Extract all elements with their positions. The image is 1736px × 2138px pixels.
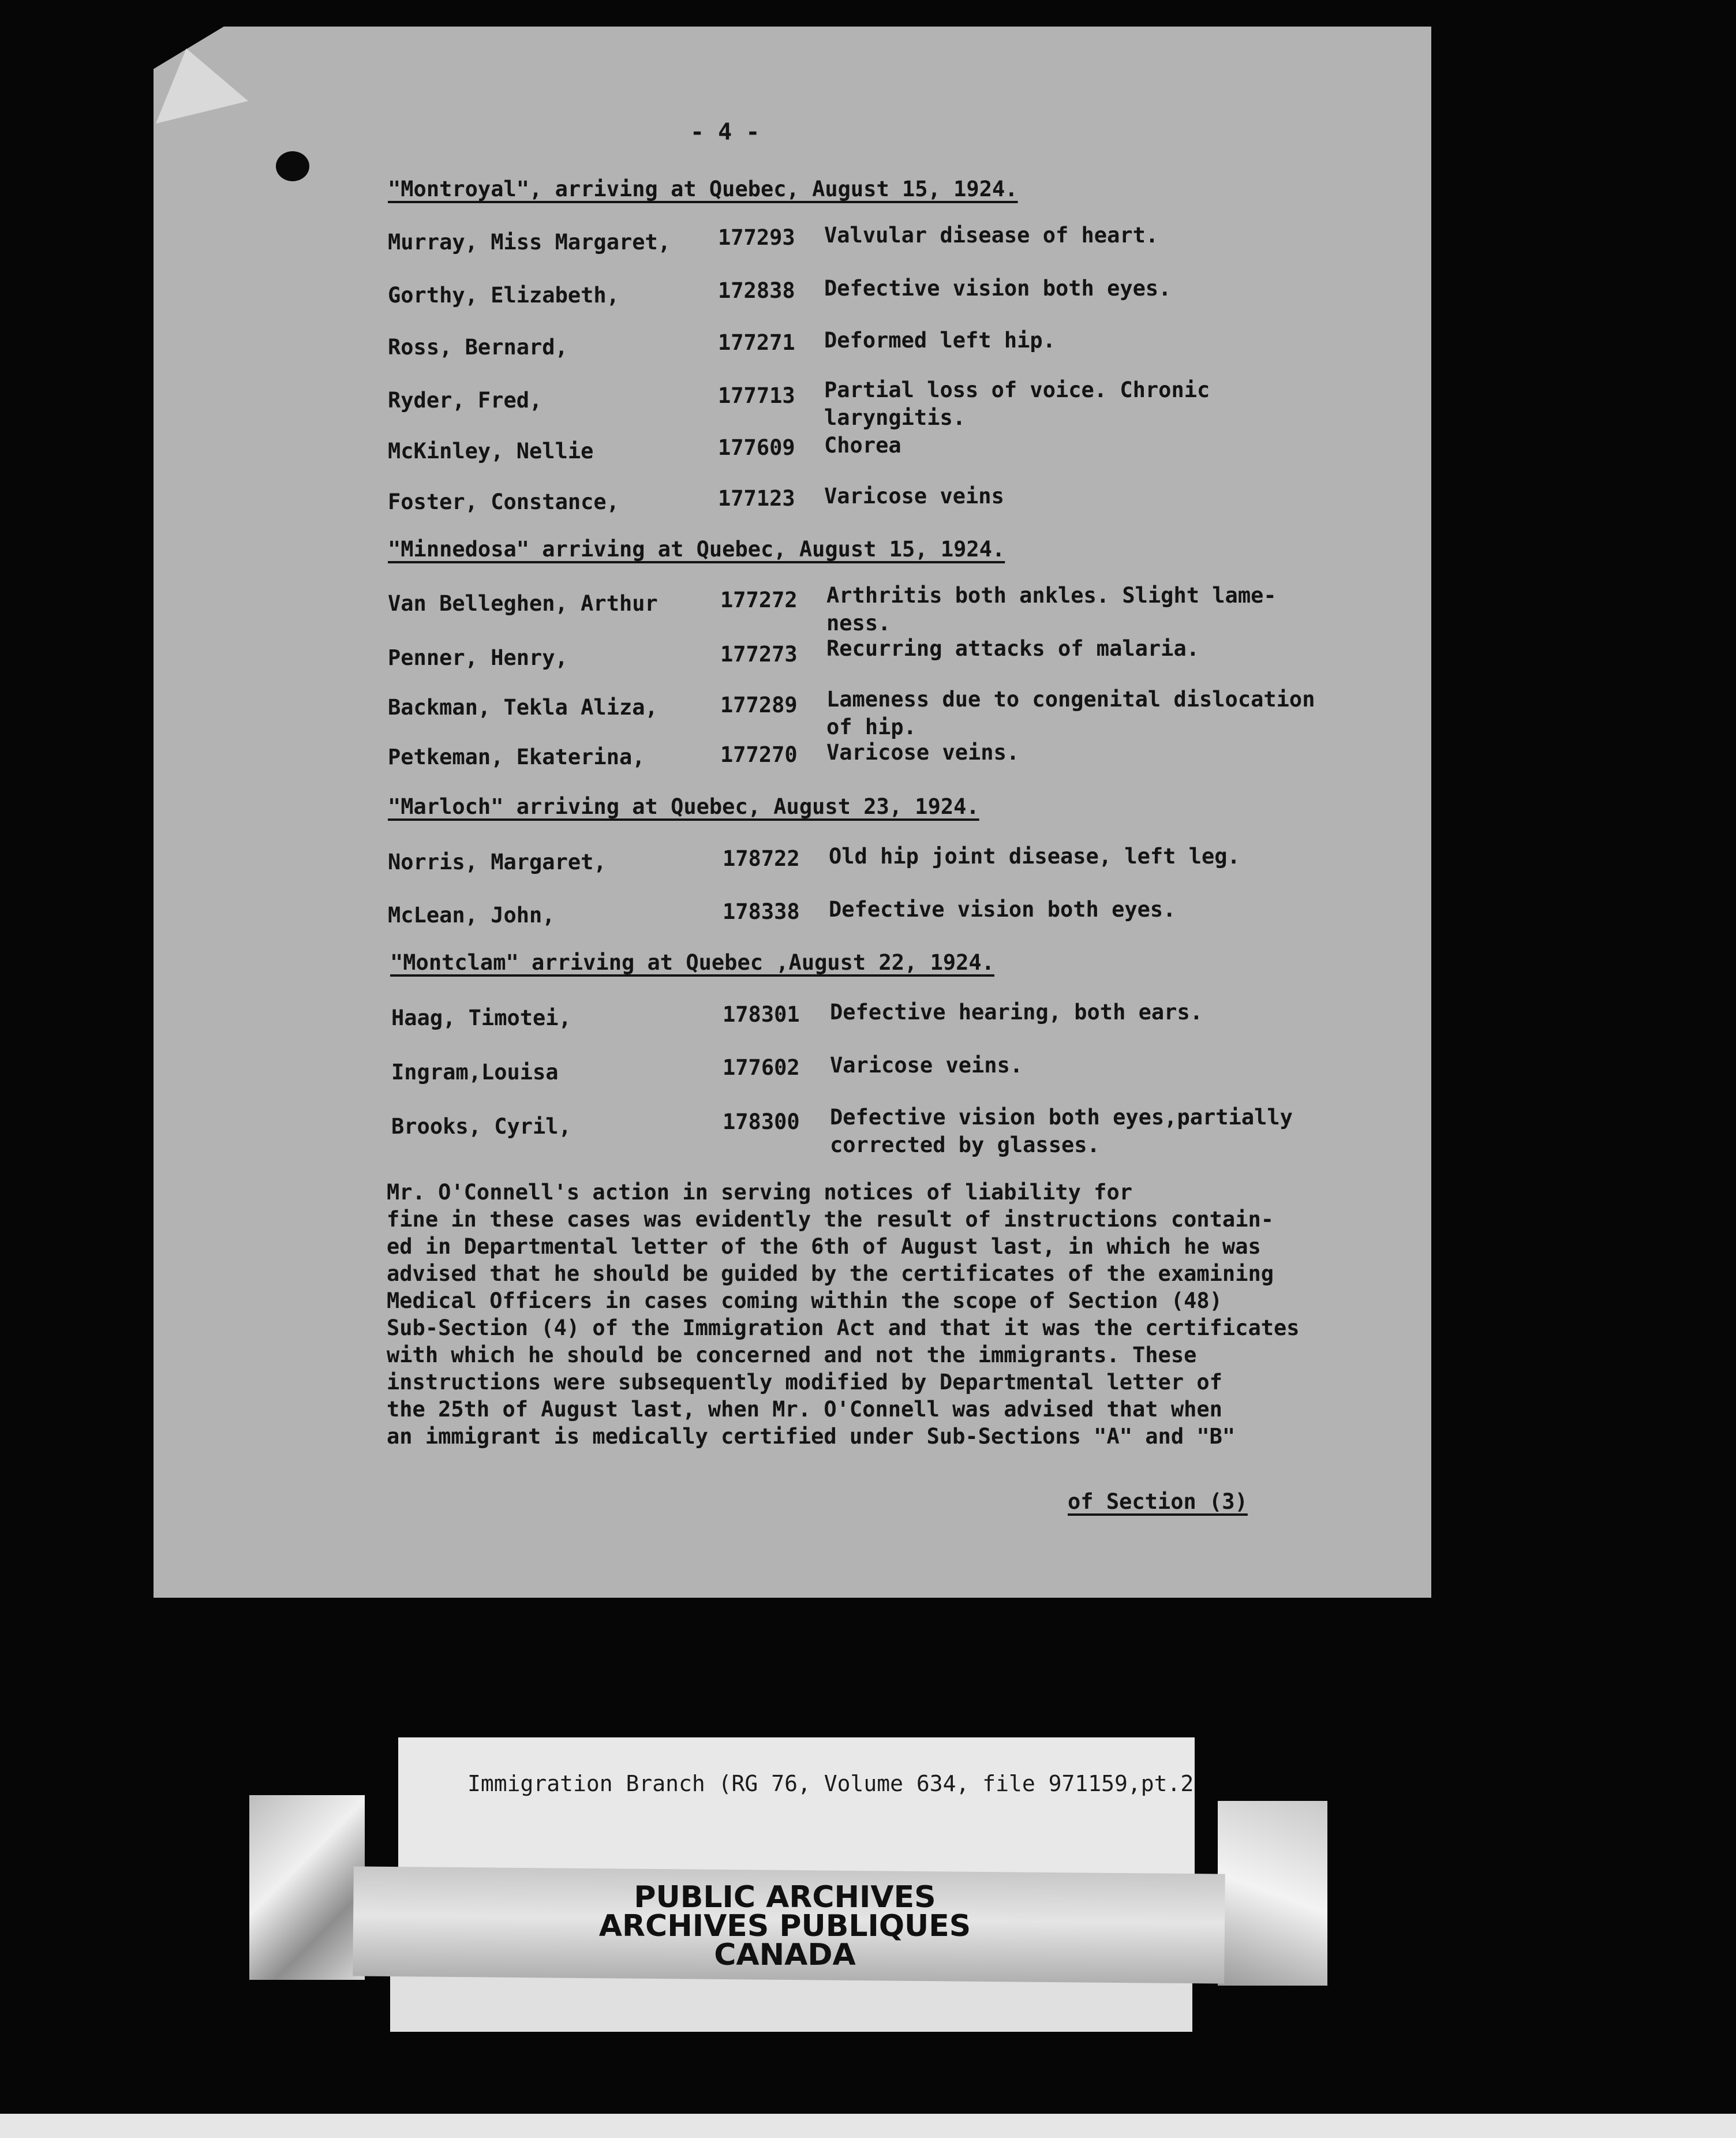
passenger-condition: Varicose veins. — [826, 740, 1020, 765]
passenger-number: 178301 — [723, 1002, 800, 1027]
section-heading-montclam: "Montclam" arriving at Quebec ,August 22, 1924. — [390, 950, 994, 975]
paper-ribbon-left — [249, 1795, 365, 1980]
section-heading-minnedosa: "Minnedosa" arriving at Quebec, August 15, 1924. — [388, 537, 1005, 562]
archive-reference-label: Immigration Branch (RG 76, Volume 634, file 971159,pt.2 — [467, 1771, 1194, 1796]
passenger-condition: Defective vision both eyes. — [824, 276, 1172, 301]
passenger-name: Penner, Henry, — [388, 645, 568, 670]
page-number: - 4 - — [690, 119, 760, 145]
passenger-number: 177270 — [720, 742, 798, 767]
passenger-number: 177602 — [723, 1055, 800, 1080]
film-edge — [0, 2114, 1736, 2138]
passenger-condition: Old hip joint disease, left leg. — [829, 844, 1240, 869]
body-paragraph: Mr. O'Connell's action in serving notices of liability for fine in these cases was evidently the result of instructions contain- ed in Departmental letter of the 6th of August last, in which he was advised that he should be guided by the certificates of the examining Medical Officers in cases coming within the scope of Section (48) Sub-Section (4) of the Immigration Act and that it was the certificates with which he should be concerned and not the immigrants. These instructions were subsequently modified by Departmental letter of the 25th of August last, when Mr. O'Connell was advised that when an immigrant is medically certified under Sub-Sections "A" and "B" — [387, 1180, 1300, 1449]
passenger-name: McKinley, Nellie — [388, 439, 594, 464]
passenger-condition: Arthritis both ankles. Slight lame- — [826, 583, 1277, 608]
paper-ribbon-bottom — [390, 1974, 1192, 2032]
passenger-number: 177293 — [718, 225, 795, 250]
passenger-condition: Valvular disease of heart. — [824, 223, 1159, 248]
section-heading-marloch: "Marloch" arriving at Quebec, August 23, 1924. — [388, 794, 979, 819]
passenger-condition-continued: of hip. — [826, 715, 916, 739]
passenger-number: 177609 — [718, 435, 795, 460]
public-archives-stamp — [554, 1880, 1016, 1972]
passenger-name: Ross, Bernard, — [388, 335, 568, 360]
passenger-condition: Defective vision both eyes. — [829, 897, 1176, 922]
passenger-condition-continued: corrected by glasses. — [830, 1132, 1100, 1157]
passenger-condition: Defective vision both eyes,partially — [830, 1105, 1293, 1130]
passenger-name: Ryder, Fred, — [388, 388, 542, 413]
section-heading-montroyal: "Montroyal", arriving at Quebec, August 15, 1924. — [388, 177, 1018, 201]
passenger-name: Murray, Miss Margaret, — [388, 230, 671, 255]
passenger-condition: Partial loss of voice. Chronic — [824, 377, 1210, 402]
passenger-number: 178722 — [723, 846, 800, 871]
passenger-name: Foster, Constance, — [388, 489, 619, 514]
paper-ribbon-right — [1218, 1801, 1327, 1986]
passenger-name: Norris, Margaret, — [388, 850, 607, 874]
passenger-number: 172838 — [718, 278, 795, 303]
passenger-condition: Lameness due to congenital dislocation — [826, 687, 1315, 712]
passenger-number: 177272 — [720, 588, 798, 612]
passenger-name: Brooks, Cyril, — [391, 1114, 571, 1139]
passenger-number: 177713 — [718, 383, 795, 408]
passenger-name: Gorthy, Elizabeth, — [388, 283, 619, 308]
passenger-number: 178300 — [723, 1109, 800, 1134]
passenger-number: 177273 — [720, 642, 798, 667]
passenger-condition: Varicose veins — [824, 484, 1004, 509]
passenger-condition: Deformed left hip. — [824, 328, 1056, 353]
stamp-line: CANADA — [714, 1938, 856, 1972]
passenger-number: 177271 — [718, 330, 795, 355]
passenger-condition: Chorea — [824, 433, 901, 458]
passenger-name: Haag, Timotei, — [391, 1006, 571, 1030]
stamp-line: PUBLIC ARCHIVES — [634, 1880, 936, 1915]
passenger-number: 177289 — [720, 693, 798, 717]
passenger-condition-continued: ness. — [826, 611, 891, 636]
passenger-condition-continued: laryngitis. — [824, 405, 966, 430]
passenger-name: Ingram,Louisa — [391, 1060, 559, 1085]
continuation-catchword: of Section (3) — [1068, 1489, 1248, 1514]
passenger-name: Van Belleghen, Arthur — [388, 591, 658, 616]
passenger-name: Backman, Tekla Aliza, — [388, 695, 658, 720]
passenger-condition: Varicose veins. — [830, 1053, 1023, 1078]
passenger-condition: Defective hearing, both ears. — [830, 1000, 1203, 1025]
passenger-number: 177123 — [718, 486, 795, 511]
passenger-number: 178338 — [723, 899, 800, 924]
stamp-line: ARCHIVES PUBLIQUES — [598, 1909, 971, 1943]
passenger-name: Petkeman, Ekaterina, — [388, 745, 645, 769]
passenger-condition: Recurring attacks of malaria. — [826, 636, 1200, 661]
passenger-name: McLean, John, — [388, 903, 555, 928]
punch-hole — [276, 151, 309, 181]
